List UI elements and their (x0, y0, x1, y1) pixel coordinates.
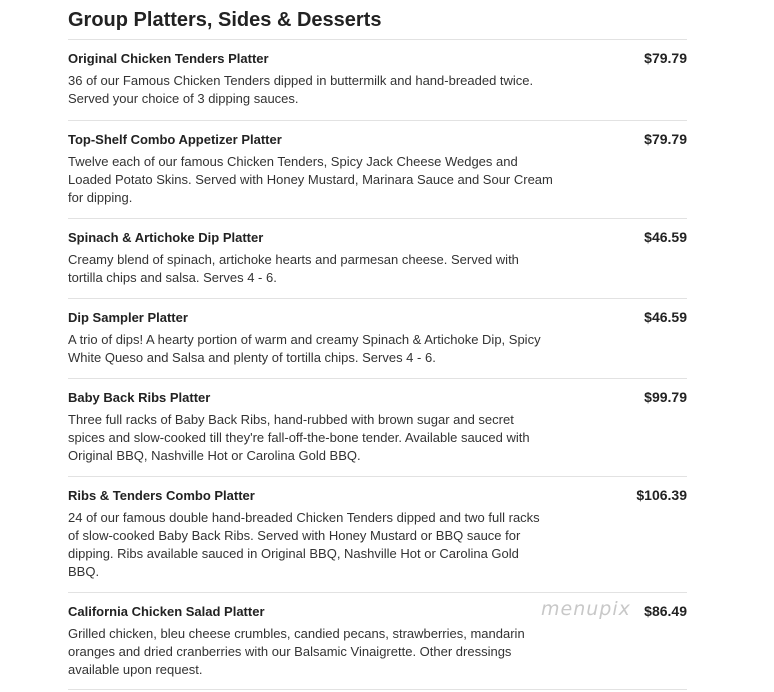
menu-item-description: 24 of our famous double hand-breaded Chicken Tenders dipped and two full racks of slow-cooked Baby Back Ribs. Served with Honey Mustard or BBQ sauce for dipping. Ribs available sauced in Original BBQ, Nashville Hot or Carolina Gold BBQ. (68, 510, 540, 579)
section-title: Group Platters, Sides & Desserts (68, 9, 382, 31)
menu-item-name: Spinach & Artichoke Dip Platter (68, 230, 264, 245)
menu-item-description: Twelve each of our famous Chicken Tenders, Spicy Jack Cheese Wedges and Loaded Potato Skins. Served with Honey Mustard, Marinara Sauce and Sour Cream for dipping. (68, 154, 553, 205)
menu-item-price: $106.39 (636, 487, 687, 503)
menu-item-price: $46.59 (644, 229, 687, 245)
menu-item-name: Ribs & Tenders Combo Platter (68, 488, 255, 503)
menu-item-name: Dip Sampler Platter (68, 310, 188, 325)
menu-item-name: California Chicken Salad Platter (68, 604, 265, 619)
menu-item-name: Original Chicken Tenders Platter (68, 51, 269, 66)
menu-item-name: Top-Shelf Combo Appetizer Platter (68, 132, 282, 147)
menu-item (68, 378, 687, 476)
menu-item-header (68, 309, 687, 331)
menu-item-description: Creamy blend of spinach, artichoke hearts and parmesan cheese. Served with tortilla chips and salsa. Serves 4 - 6. (68, 252, 519, 285)
menu-item (68, 39, 687, 120)
menu-item (68, 120, 687, 218)
menu-item-description: Three full racks of Baby Back Ribs, hand-rubbed with brown sugar and secret spices and slow-cooked till they're fall-off-the-bone tender. Available sauced with Original BBQ, Nashville Hot or Carolina Gold BBQ. (68, 412, 530, 463)
menu-item-price: $79.79 (644, 50, 687, 66)
menu-item-price: $99.79 (644, 389, 687, 405)
menu-item (68, 476, 687, 592)
menu-item-header (68, 131, 687, 153)
menu-item-header (68, 229, 687, 251)
menu-item-price: $46.59 (644, 309, 687, 325)
menu-item-name: Baby Back Ribs Platter (68, 390, 211, 405)
menu-item-header (68, 487, 687, 509)
menu-item-description: A trio of dips! A hearty portion of warm and creamy Spinach & Artichoke Dip, Spicy White Queso and Salsa and plenty of tortilla chips. Serves 4 - 6. (68, 332, 541, 365)
menu-item-header (68, 389, 687, 411)
menu-item (68, 298, 687, 378)
menu-item-price: $86.49 (644, 603, 687, 619)
menu-item-header (68, 50, 687, 72)
menu-item (68, 218, 687, 298)
menu-item-description: 36 of our Famous Chicken Tenders dipped in buttermilk and hand-breaded twice. Served your choice of 3 dipping sauces. (68, 73, 534, 106)
watermark-logo: menupix (541, 598, 631, 620)
menu-item-price: $79.79 (644, 131, 687, 147)
menu-item-description: Grilled chicken, bleu cheese crumbles, candied pecans, strawberries, mandarin oranges and dried cranberries with our Balsamic Vinaigrette. Other dressings available upon request. (68, 626, 525, 677)
menu-section (68, 0, 687, 690)
